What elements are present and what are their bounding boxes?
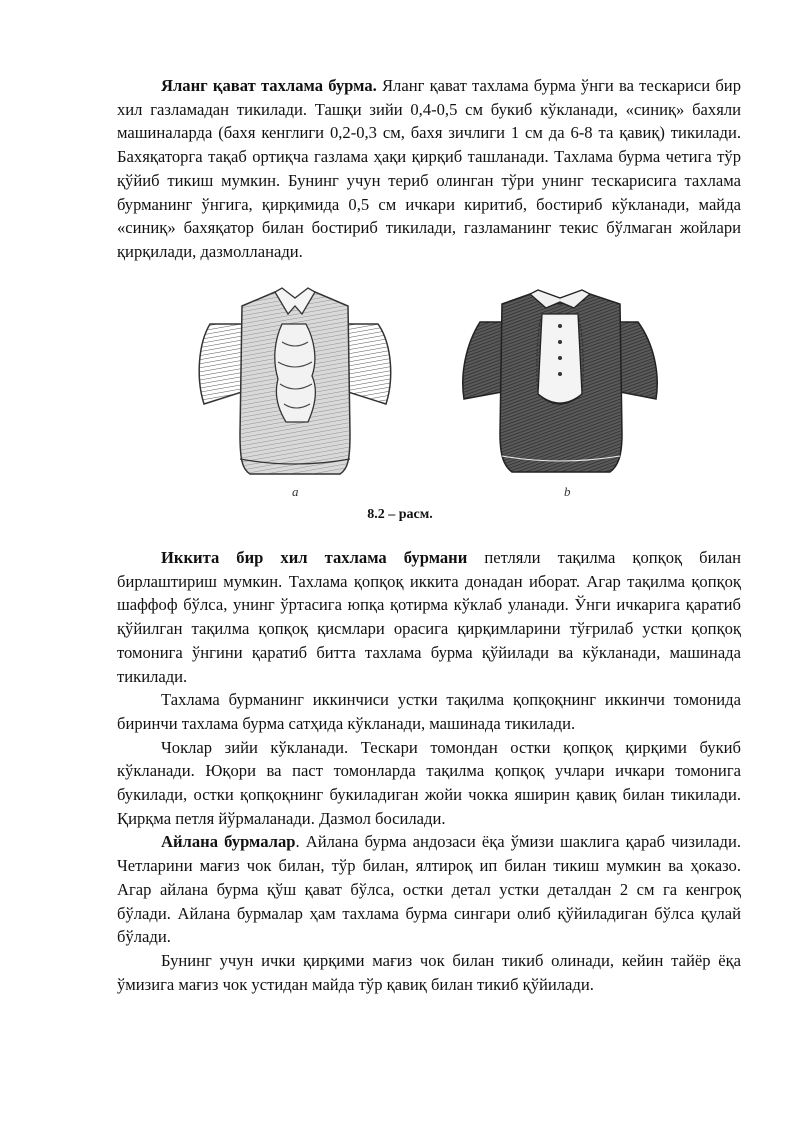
top-text-block [117, 74, 741, 264]
paragraph [117, 949, 741, 996]
figure-caption: 8.2 – расм. [367, 507, 433, 522]
paragraph [117, 736, 741, 831]
paragraph-text: Тахлама бурманинг иккинчиси устки тақилма қопқоқнинг иккинчи томонида биринчи тахлама бурма сатҳида кўкланади, машинада тикилади. [117, 690, 741, 733]
paragraph [117, 546, 741, 688]
blouse-b-drawing [463, 290, 657, 499]
paragraph [117, 830, 741, 949]
paragraph-text: петляли тақилма қопқоқ билан бирлаштириш мумкин. Тахлама қопқоқ иккита донадан иборат. Агар тақилма қопқоқ шаффоф бўлса, унинг ўртасига юпқа қотирма кўклаб уланади. Ўнги ичкарига қаратиб қўйилган тақилма қопқоқ қисмлари орасига қирқимларини тўғрилаб устки қопқоқ томонига ўнгини қаратиб битта тахлама бурма қўйилади ва кўкланади, машинада тикилади. [117, 548, 741, 686]
paragraph-lead: Иккита бир хил тахлама бурмани [161, 548, 468, 567]
paragraph-lead: Яланг қават тахлама бурма. [161, 76, 377, 95]
paragraph-lead: Айлана бурмалар [161, 832, 296, 852]
figure-label-a: a [292, 484, 299, 499]
figure-label-b: b [564, 484, 571, 499]
blouse-figure [190, 284, 670, 506]
paragraph-text: Бунинг учун ички қирқими мағиз чок билан тикиб олинади, кейин тайёр ёқа ўмизига мағиз чок устидан майда тўр қавиқ билан тикиб қўйилади. [117, 950, 741, 994]
bottom-text-block [117, 546, 741, 996]
paragraph-text: Яланг қават тахлама бурма ўнги ва тескариси бир хил газламадан тикилади. Ташқи зийи 0,4-0,5 см букиб кўкланади, «синиқ» бахяли машиналарда (бахя кенглиги 0,2-0,3 см, бахя зичлиги 1 см да 6-8 та қавиқ) тикилади. Бахяқаторга тақаб ортиқча газлама ҳақи қирқиб ташланади. Тахлама бурма четига тўр қўйиб тикиш мумкин. Бунинг учун териб олинган тўри унинг тескарисига тахлама бурманинг ўнгига, қирқимида 0,5 см ичкари киритиб, бостириб кўкланади, майда «синиқ» бахяқатор билан бостириб тикилади, газламанинг текис бўлмаган жойлари қирқилади, дазмолланади. [117, 76, 741, 261]
paragraph [117, 74, 741, 264]
paragraph [117, 688, 741, 735]
paragraph-text: Чоклар зийи кўкланади. Тескари томондан остки қопқоқ қирқими букиб кўкланади. Юқори ва паст томонларда тақилма қопқоқ учлари ичкари томонига букилади, остки қопқоқнинг букиладиган жойи чокка яширин қавиқ билан тикилади. Қирқма петля йўрмаланади. Дазмол босилади. [117, 737, 741, 828]
blouse-a-drawing [199, 288, 390, 499]
paragraph-text: . Айлана бурма андозаси ёқа ўмизи шаклига қараб чизилади. Четларини мағиз чок билан, тўр билан, ялтироқ ип билан тикиш мумкин ва ҳоказо. Агар айлана бурма қўш қават бўлса, остки детал устки деталдан 2 см га кенгроқ бўлади. Айлана бурмалар ҳам тахлама бурма сингари олиб қўйиладиган бўлса қулай бўлади. [117, 832, 741, 947]
